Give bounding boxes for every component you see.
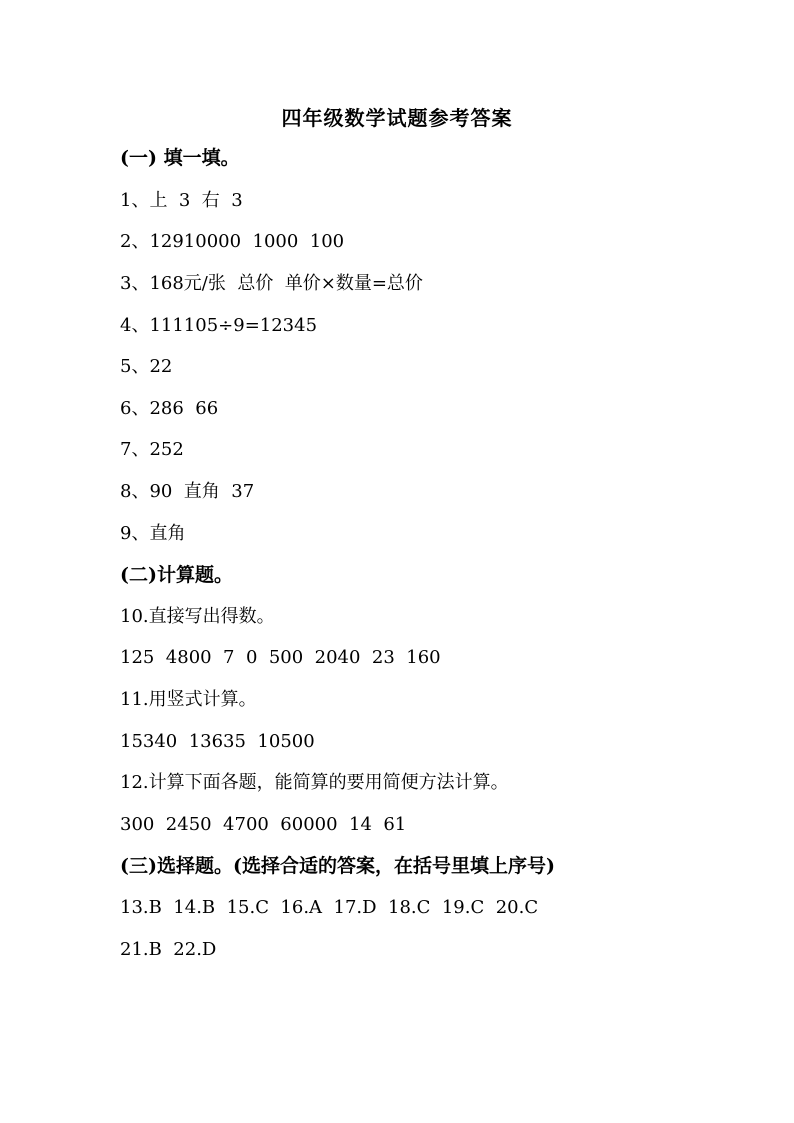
page-title: 四年级数学试题参考答案 (281, 106, 513, 130)
answer-line: 6、286 66 (120, 398, 219, 419)
answer-line: 3、168元/张 总价 单价×数量=总价 (120, 273, 423, 294)
answer-line: 8、90 直角 37 (120, 481, 255, 502)
answer-line: 15340 13635 10500 (120, 731, 315, 752)
section-3-heading: (三)选择题。(选择合适的答案，在括号里填上序号) (120, 855, 555, 877)
answer-line: 12.计算下面各题，能简算的要用简便方法计算。 (120, 772, 509, 793)
answer-line: 7、252 (120, 439, 184, 460)
answer-line: 300 2450 4700 60000 14 61 (120, 814, 407, 835)
answer-line: 10.直接写出得数。 (120, 606, 275, 627)
answer-line: 1、上 3 右 3 (120, 190, 243, 211)
answer-line: 4、111105÷9=12345 (120, 315, 318, 336)
answer-line: 21.B 22.D (120, 939, 217, 960)
section-1-heading: (一) 填一填。 (120, 147, 240, 169)
answer-line: 11.用竖式计算。 (120, 689, 257, 710)
section-2-heading: (二)计算题。 (120, 564, 233, 586)
answer-line: 5、22 (120, 356, 173, 377)
answer-line: 2、12910000 1000 100 (120, 231, 345, 252)
answer-line: 9、直角 (120, 523, 186, 544)
answer-line: 125 4800 7 0 500 2040 23 160 (120, 647, 441, 668)
answer-line: 13.B 14.B 15.C 16.A 17.D 18.C 19.C 20.C (120, 897, 539, 918)
